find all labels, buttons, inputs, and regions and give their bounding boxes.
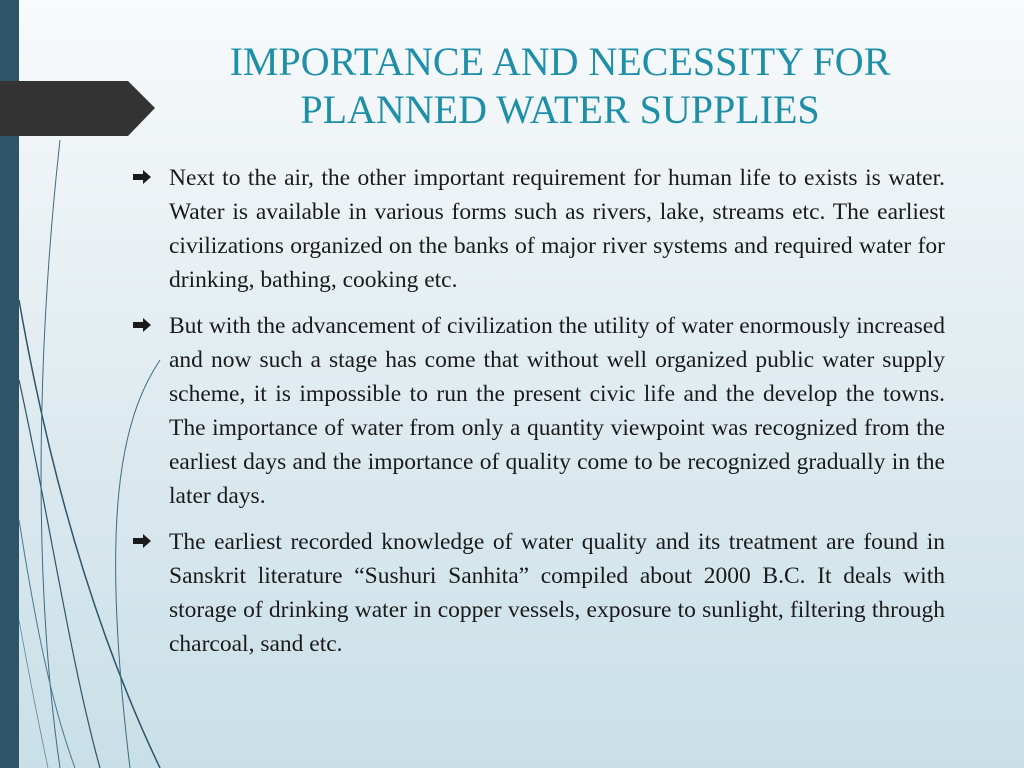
slide-title: IMPORTANCE AND NECESSITY FOR PLANNED WATER SUPPLIES — [229, 39, 891, 132]
arrow-right-icon — [133, 309, 169, 513]
title-arrow-tab — [0, 81, 155, 136]
bullet-text: The earliest recorded knowledge of water quality and its treatment are found in Sanskrit literature “Sushuri Sanhita” compiled about 2000 B.C. It deals with storage of drinking water in copper vessels, exposure to sunlight, filtering through charcoal, sand etc. — [169, 529, 945, 657]
arrow-right-icon — [133, 525, 169, 661]
bullet-text: But with the advancement of civilization the utility of water enormously increased and now such a stage has come that without well organized public water supply scheme, it is impossible to run the present civic life and the develop the towns. The importance of water from only a quantity viewpoint was recognized from the earliest days and the importance of quality come to be recognized gradually in the later days. — [169, 313, 945, 509]
bullet-item — [133, 161, 945, 297]
bullet-item — [133, 309, 945, 513]
bullet-item — [133, 525, 945, 661]
arrow-right-icon — [133, 161, 169, 297]
slide-body — [133, 161, 945, 673]
bullet-text: Next to the air, the other important requirement for human life to exists is water. Water is available in various forms such as rivers, lake, streams etc. The earliest civilizations organized on the banks of major river systems and required water for drinking, bathing, cooking etc. — [169, 165, 945, 293]
